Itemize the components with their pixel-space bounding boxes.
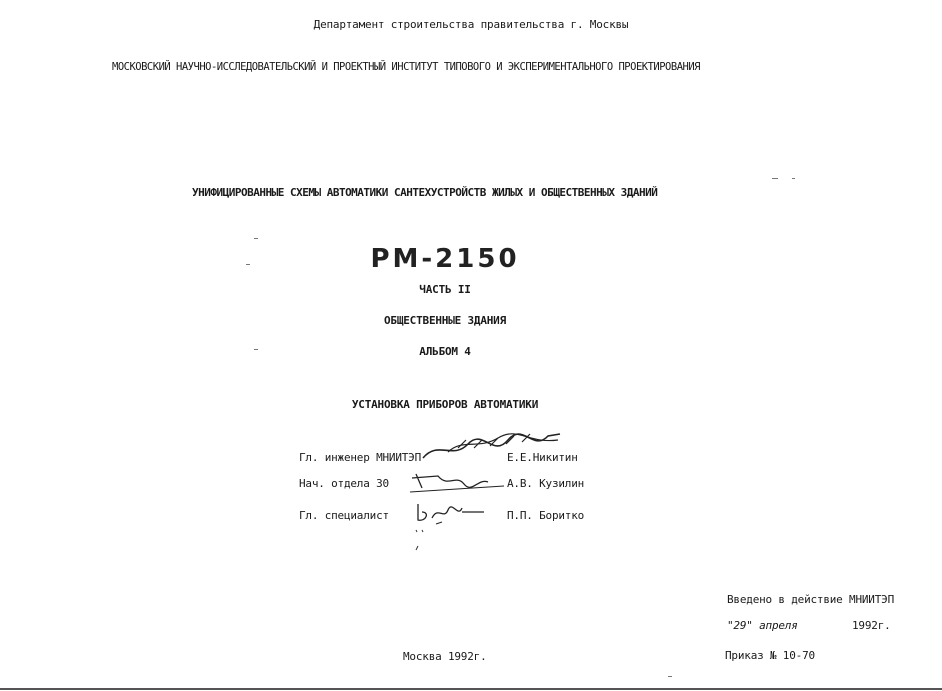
order-number: Приказ № 10-70 bbox=[725, 649, 815, 662]
signer-title: Нач. отдела 30 bbox=[299, 477, 389, 490]
enactment-text: Введено в действие МНИИТЭП bbox=[727, 593, 894, 606]
institute-name: МОСКОВСКИЙ НАУЧНО-ИССЛЕДОВАТЕЛЬСКИЙ И ПРОЕКТНЫЙ ИНСТИТУТ ТИПОВОГО И ЭКСПЕРИМЕНТАЛЬНОГО ПРОЕКТИРОВАНИЯ bbox=[112, 61, 700, 73]
series-title: УНИФИЦИРОВАННЫЕ СХЕМЫ АВТОМАТИКИ САНТЕХУСТРОЙСТВ ЖИЛЫХ И ОБЩЕСТВЕННЫХ ЗДАНИЙ bbox=[192, 186, 658, 199]
scan-speck bbox=[254, 349, 258, 350]
handwritten-signature bbox=[408, 468, 508, 496]
document-code: РМ-2150 bbox=[370, 244, 520, 274]
handwritten-signature bbox=[418, 430, 568, 470]
scan-speck bbox=[254, 238, 258, 239]
enactment-date: "29" апреля bbox=[727, 619, 798, 632]
bottom-border bbox=[0, 688, 942, 690]
signer-name: П.П. Боритко bbox=[507, 509, 585, 522]
department-line: Департамент строительства правительства г. Москвы bbox=[313, 18, 629, 31]
signer-title: Гл. специалист bbox=[299, 509, 389, 522]
scan-speck bbox=[792, 178, 795, 179]
signer-title: Гл. инженер МНИИТЭП bbox=[299, 451, 422, 464]
scan-speck bbox=[246, 264, 250, 265]
album-topic: УСТАНОВКА ПРИБОРОВ АВТОМАТИКИ bbox=[351, 398, 539, 411]
scan-speck bbox=[668, 676, 672, 677]
ink-mark bbox=[410, 528, 430, 552]
part-number: ЧАСТЬ II bbox=[419, 283, 471, 296]
enactment-year: 1992г. bbox=[852, 619, 891, 632]
signer-name: А.В. Кузилин bbox=[507, 477, 585, 490]
scan-speck bbox=[772, 178, 778, 179]
handwritten-signature bbox=[412, 498, 492, 528]
signer-name: Е.Е.Никитин bbox=[507, 451, 578, 464]
city-year: Москва 1992г. bbox=[403, 650, 487, 663]
buildings-type: ОБЩЕСТВЕННЫЕ ЗДАНИЯ bbox=[383, 314, 507, 327]
album-number: АЛЬБОМ 4 bbox=[419, 345, 471, 358]
